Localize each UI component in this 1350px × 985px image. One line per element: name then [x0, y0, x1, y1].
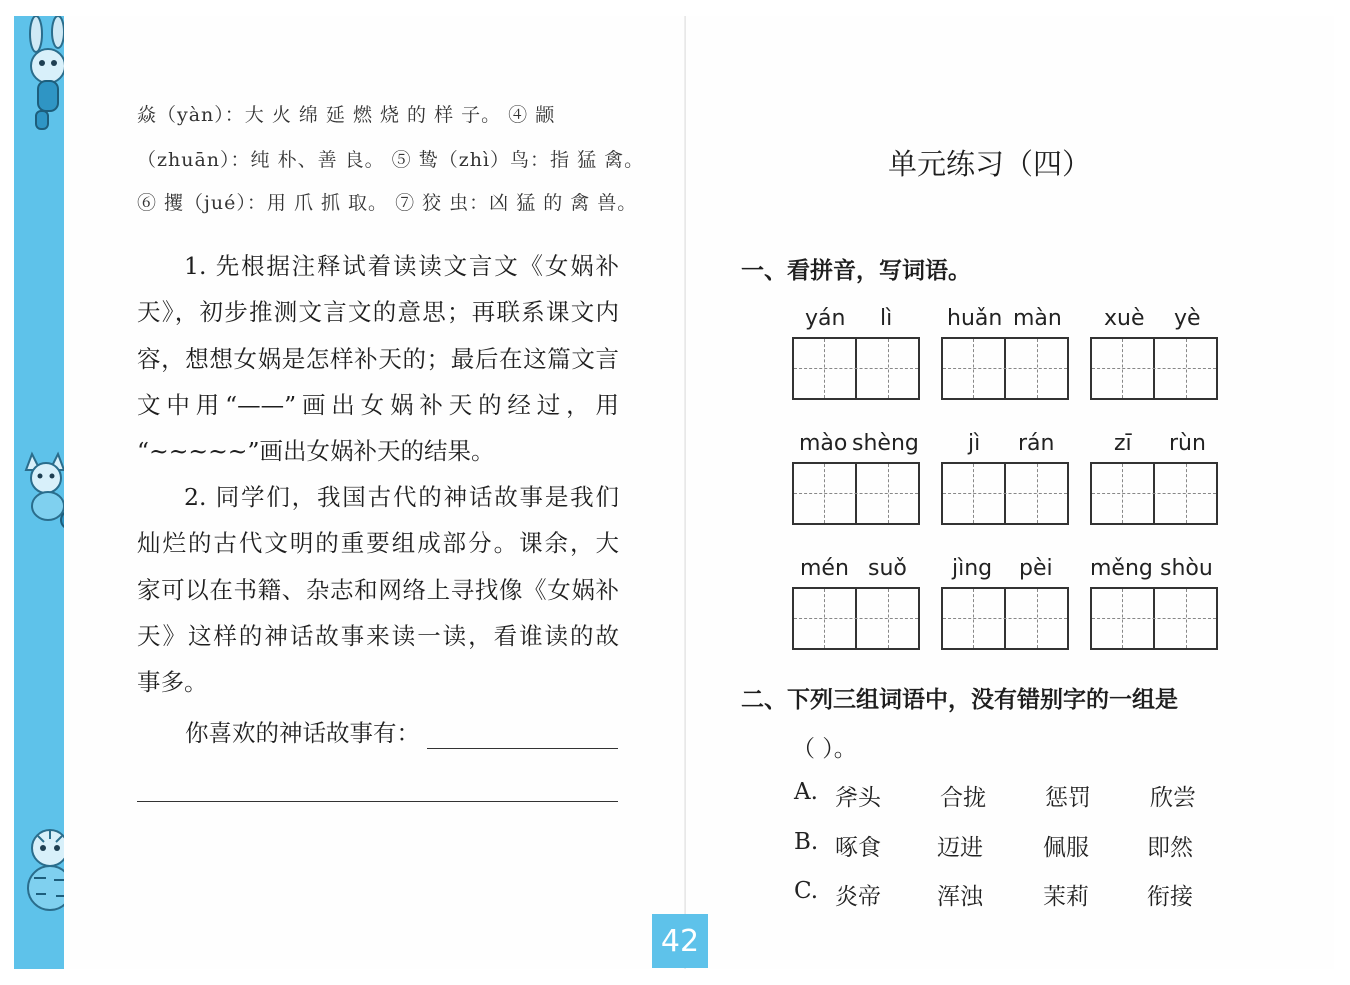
- note-line-3: ⑥ 攫（jué）：用 爪 抓 取。 ⑦ 狡 虫：凶 猛 的 禽 兽。: [137, 192, 638, 214]
- option-word: 惩罚: [1045, 785, 1091, 811]
- answer-line-1[interactable]: [427, 748, 618, 749]
- writing-box[interactable]: [941, 337, 1069, 400]
- option-word: 衔接: [1147, 884, 1193, 910]
- option-word: 佩服: [1043, 835, 1089, 861]
- pinyin: shèng: [852, 431, 919, 456]
- writing-box[interactable]: [941, 587, 1069, 650]
- section-2-heading: 二、下列三组词语中，没有错别字的一组是: [741, 687, 1178, 713]
- pinyin: rùn: [1169, 431, 1206, 456]
- pinyin: jì: [968, 431, 981, 456]
- q1-line-1: 1. 先根据注释试着读读文言文《女娲补: [184, 252, 619, 280]
- q2-line-3: 家可以在书籍、杂志和网络上寻找像《女娲补: [137, 575, 619, 604]
- pinyin: zī: [1114, 431, 1132, 456]
- q1-line-3: 容，想想女娲是怎样补天的；最后在这篇文言: [137, 344, 619, 373]
- pinyin: pèi: [1019, 556, 1053, 581]
- option-label[interactable]: B.: [794, 829, 819, 855]
- writing-box[interactable]: [941, 462, 1069, 525]
- option-word: 斧头: [835, 785, 881, 811]
- writing-box[interactable]: [792, 587, 920, 650]
- pinyin: rán: [1018, 431, 1055, 456]
- option-word: 浑浊: [937, 884, 983, 910]
- page-number: 42: [652, 914, 708, 968]
- pinyin: màn: [1013, 306, 1062, 331]
- answer-line-2[interactable]: [137, 801, 618, 802]
- pinyin: huǎn: [947, 306, 1003, 331]
- pinyin: yán: [805, 306, 846, 331]
- q1-line-5: “~~~~~”画出女娲补天的结果。: [137, 437, 495, 466]
- writing-box[interactable]: [792, 337, 920, 400]
- section-1-heading: 一、看拼音，写词语。: [741, 258, 971, 284]
- writing-box[interactable]: [792, 462, 920, 525]
- pinyin: xuè: [1104, 306, 1145, 331]
- pinyin: lì: [880, 306, 893, 331]
- writing-box[interactable]: [1090, 462, 1218, 525]
- pinyin: yè: [1174, 306, 1201, 331]
- q2-line-5: 事多。: [137, 668, 208, 697]
- option-label[interactable]: C.: [794, 878, 819, 904]
- answer-parentheses[interactable]: （ ）。: [792, 736, 857, 762]
- question-2: [137, 474, 619, 705]
- pinyin: jìng: [952, 556, 993, 581]
- option-label[interactable]: A.: [794, 779, 818, 805]
- question-1: [137, 243, 619, 474]
- q2-line-4: 天》这样的神话故事来读一读，看谁读的故: [137, 621, 619, 650]
- option-word: 即然: [1147, 835, 1193, 861]
- pinyin: shòu: [1160, 556, 1213, 581]
- note-line-1: 焱（yàn）：大 火 绵 延 燃 烧 的 样 子。 ④ 颛: [137, 104, 556, 126]
- writing-box[interactable]: [1090, 337, 1218, 400]
- option-word: 炎帝: [835, 884, 881, 910]
- unit-title-text: 单元练习（四）: [888, 147, 1092, 181]
- q2-line-2: 灿烂的古代文明的重要组成部分。课余，大: [137, 529, 619, 558]
- pinyin: mào: [799, 431, 848, 456]
- option-word: 啄食: [835, 835, 881, 861]
- favorite-myth-prompt: 你喜欢的神话故事有：: [185, 719, 420, 747]
- note-line-2: （zhuān）：纯 朴、善 良。 ⑤ 鸷（zhì）鸟：指 猛 禽。: [137, 149, 645, 171]
- option-word: 欣尝: [1150, 785, 1196, 811]
- option-word: 合拢: [940, 785, 986, 811]
- pinyin: měng: [1090, 556, 1153, 581]
- q1-line-2: 天》，初步推测文言文的意思；再联系课文内: [137, 298, 619, 327]
- pinyin: mén: [800, 556, 849, 581]
- pinyin: suǒ: [868, 556, 907, 581]
- writing-box[interactable]: [1090, 587, 1218, 650]
- option-word: 茉莉: [1043, 884, 1089, 910]
- option-word: 迈进: [937, 835, 983, 861]
- q1-line-4: 文中用“——”画出女娲补天的经过，用: [137, 390, 619, 419]
- q2-line-1: 2. 同学们，我国古代的神话故事是我们: [184, 483, 619, 511]
